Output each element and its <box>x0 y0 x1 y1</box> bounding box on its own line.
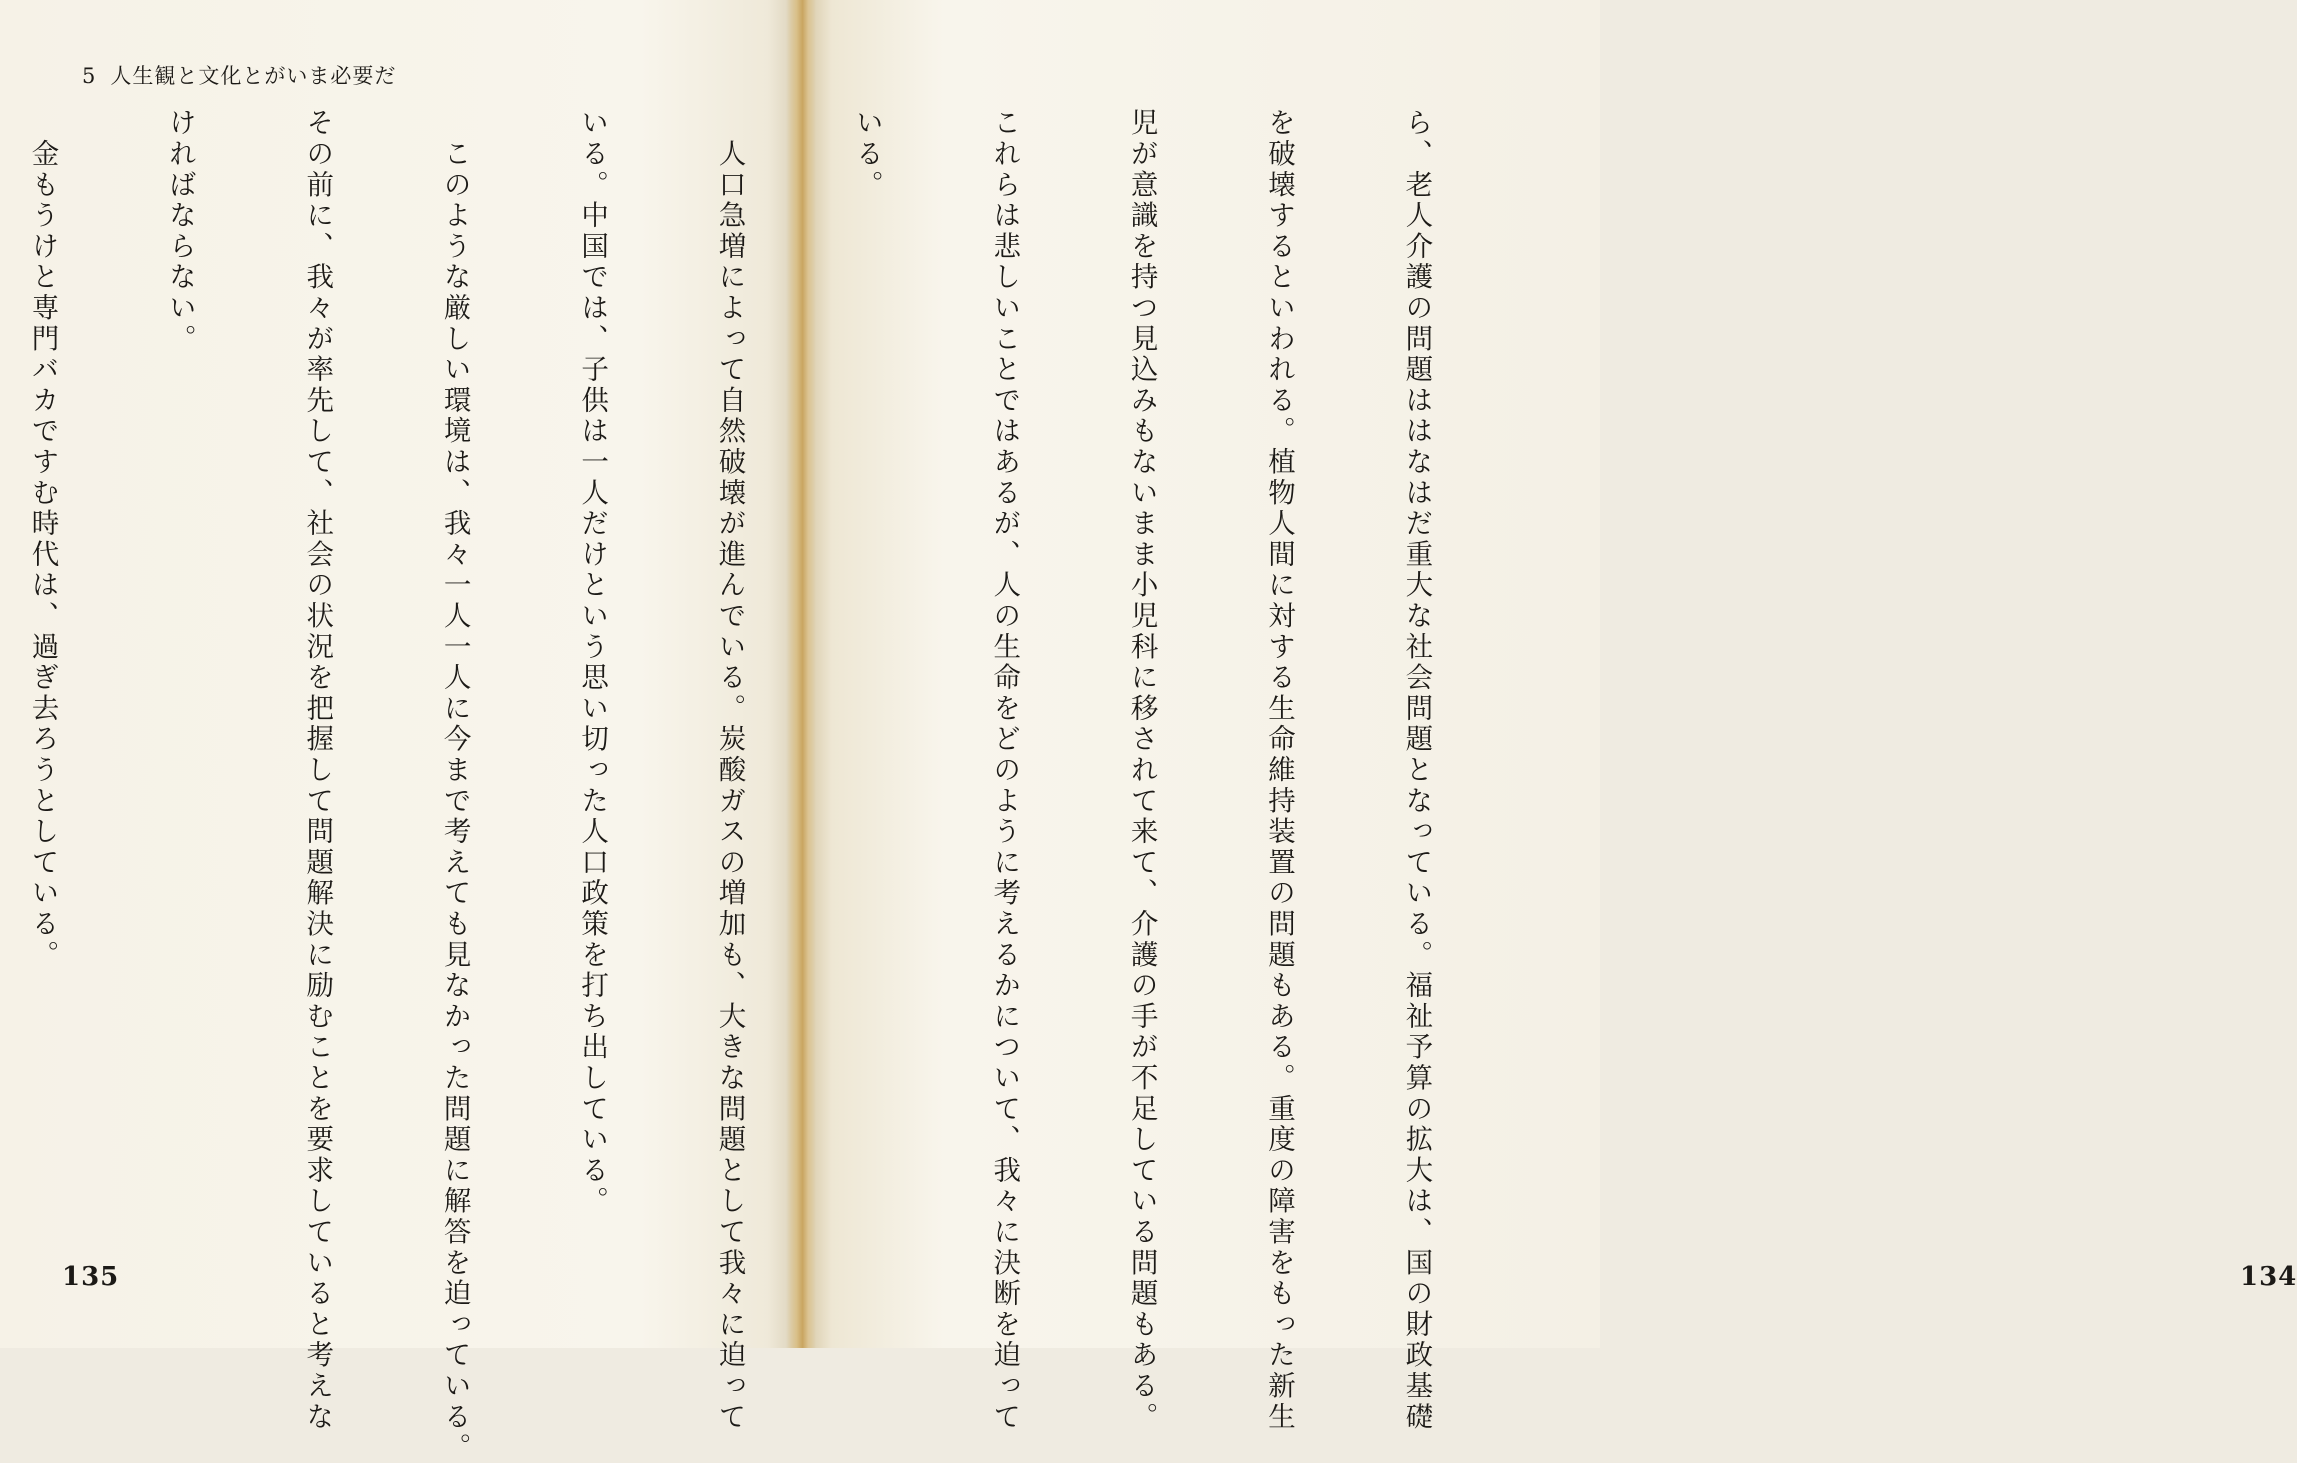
text-column: ら、老人介護の問題ははなはだ重大な社会問題となっている。福祉予算の拡大は、国の財政基礎 <box>1400 108 1433 1433</box>
text-column: を破壊するといわれる。植物人間に対する生命維持装置の問題もある。重度の障害をもった新生 <box>1263 108 1296 1433</box>
book-gutter <box>786 0 816 1348</box>
text-column: 金もうけと専門バカですむ時代は、過ぎ去ろうとしている。 <box>26 108 59 971</box>
text-column: このような厳しい環境は、我々一人一人に今まで考えても見なかった問題に解答を迫っている。 <box>438 108 471 1463</box>
chapter-title: 人生観と文化とがいま必要だ <box>110 64 397 88</box>
chapter-number: 5 <box>82 64 97 88</box>
text-column: その前に、我々が率先して、社会の状況を把握して問題解決に励むことを要求していると考えな <box>301 108 334 1433</box>
text-column: いる。 <box>850 108 883 201</box>
text-column: ければならない。 <box>163 108 196 355</box>
page-number-left: 135 <box>62 1262 120 1292</box>
page-number-right: 134 <box>2240 1262 2297 1292</box>
text-column: これらは悲しいことではあるが、人の生命をどのように考えるかについて、我々に決断を迫って <box>988 108 1021 1433</box>
text-column: 人口急増によって自然破壊が進んでいる。炭酸ガスの増加も、大きな問題として我々に迫って <box>713 108 746 1433</box>
text-column: 児が意識を持つ見込みもないまま小児科に移されて来て、介護の手が不足している問題もある。 <box>1125 108 1158 1433</box>
running-head <box>82 60 396 90</box>
text-column: いる。中国では、子供は一人だけという思い切った人口政策を打ち出している。 <box>576 108 609 1217</box>
